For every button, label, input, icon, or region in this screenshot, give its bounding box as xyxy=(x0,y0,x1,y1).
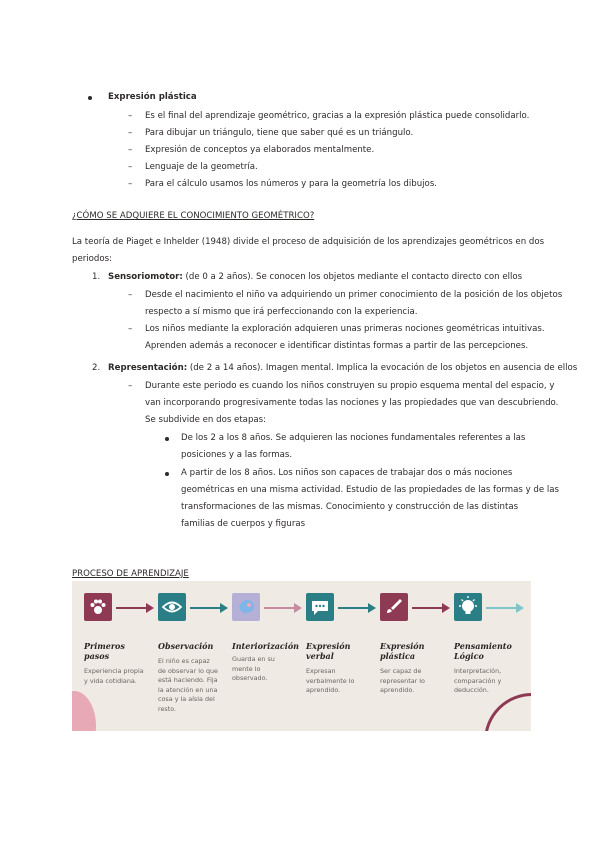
bullet-dot xyxy=(165,472,169,476)
step-description-line: Experiencia propia xyxy=(84,667,144,675)
step-description-line: Ser capaz de xyxy=(380,667,422,675)
paw-icon xyxy=(84,593,112,621)
stage-label: Representación: xyxy=(108,363,188,373)
step-description-line: mente lo xyxy=(232,664,261,673)
stage-line xyxy=(108,271,522,283)
stage-line xyxy=(108,362,577,374)
arrow-head xyxy=(294,603,302,613)
sub-item-line: De los 2 a los 8 años. Se adquieren las nociones fundamentales referentes a las xyxy=(181,433,526,443)
dash: – xyxy=(128,162,133,172)
list-number: 1. xyxy=(92,272,101,282)
dash: – xyxy=(128,290,133,300)
list-item: Es el final del aprendizaje geométrico, gracias a la expresión plástica puede consolidarlo. xyxy=(145,111,530,121)
section-heading: ¿CÓMO SE ADQUIERE EL CONOCIMIENTO GEOMÉTRICO? xyxy=(72,211,315,221)
paragraph-line: La teoría de Piaget e Inhelder (1948) divide el proceso de adquisición de los aprendizajes geométricos en dos xyxy=(72,237,545,247)
list-item-line: Aprenden además a reconocer e identificar distintas formas a partir de las percepciones. xyxy=(145,341,529,351)
step-description xyxy=(158,657,222,714)
step-description-line: Interpretación, xyxy=(454,667,502,675)
section-title: Expresión plástica xyxy=(108,92,197,102)
arrow-head xyxy=(442,603,450,613)
list-item-line: respecto a sí mismo que irá perfeccionando con la experiencia. xyxy=(145,307,418,317)
eye-icon xyxy=(158,593,186,621)
list-number: 2. xyxy=(92,363,101,373)
step-title-line: Expresión xyxy=(306,641,351,651)
arrow xyxy=(412,607,444,609)
step-description-line: deducción. xyxy=(454,686,489,694)
step-title xyxy=(454,641,524,661)
dash: – xyxy=(128,145,133,155)
step-title xyxy=(232,641,312,651)
list-item: Lenguaje de la geometría. xyxy=(145,162,258,172)
list-item-line: Desde el nacimiento el niño va adquiriendo un primer conocimiento de la posición de los objetos xyxy=(145,290,563,300)
sub-item-line: transformaciones de las mismas. Conocimiento y construcción de las distintas xyxy=(181,502,519,512)
arrow xyxy=(338,607,370,609)
step-title-line: Primeros xyxy=(84,641,125,651)
brain-icon xyxy=(232,593,260,621)
list-item: Para el cálculo usamos los números y para la geometría los dibujos. xyxy=(145,179,438,189)
list-item: Para dibujar un triángulo, tiene que saber qué es un triángulo. xyxy=(145,128,414,138)
step-title-line: Pensamiento xyxy=(454,641,512,651)
paragraph-line: periodos: xyxy=(72,254,113,264)
arrow xyxy=(190,607,222,609)
step-description xyxy=(232,655,296,684)
step-description-line: observado. xyxy=(232,674,268,682)
step-title-line: pasos xyxy=(84,651,110,661)
list-item-line: Durante este periodo es cuando los niños construyen su propio esquema mental del espacio, y xyxy=(145,381,555,391)
bullet-dot xyxy=(88,96,92,100)
step-description-line: El niño es capaz xyxy=(158,657,210,665)
list-item: Expresión de conceptos ya elaborados mentalmente. xyxy=(145,145,375,155)
step-description-line: resto. xyxy=(158,704,177,713)
step-description-line: de observar lo que xyxy=(158,666,218,675)
stage-text: (de 0 a 2 años). Se conocen los objetos mediante el contacto directo con ellos xyxy=(182,272,523,282)
step-title-line: Interiorización xyxy=(232,641,299,651)
step-title xyxy=(380,641,450,661)
dash: – xyxy=(128,111,133,121)
arrow xyxy=(116,607,148,609)
arrow-head xyxy=(368,603,376,613)
step-description-line: cosa y la aísla del xyxy=(158,695,215,703)
dash: – xyxy=(128,381,133,391)
step-description-line: verbalmente lo xyxy=(306,676,355,685)
step-description-line: y vida cotidiana. xyxy=(84,676,137,685)
process-diagram xyxy=(72,581,531,731)
stage-label: Sensoriomotor: xyxy=(108,272,183,282)
process-heading: PROCESO DE APRENDIZAJE xyxy=(72,569,189,579)
step-description-line: está haciendo. Fija xyxy=(158,676,218,684)
step-description-line: aprendido. xyxy=(306,686,341,694)
decorative-blob xyxy=(72,691,96,731)
sub-item-line: familias de cuerpos y figuras xyxy=(181,519,306,529)
sub-item-line: posiciones y a las formas. xyxy=(181,450,293,460)
arrow-head xyxy=(516,603,524,613)
step-description-line: aprendido. xyxy=(380,686,415,694)
arrow xyxy=(264,607,296,609)
sub-item-line: A partir de los 8 años. Los niños son capaces de trabajar dos o más nociones xyxy=(181,468,513,478)
list-item-line: Se subdivide en dos etapas: xyxy=(145,415,267,425)
step-description xyxy=(306,667,370,696)
step-title-line: Expresión xyxy=(380,641,425,651)
step-title-line: Observación xyxy=(158,641,214,651)
bullet-dot xyxy=(165,437,169,441)
dash: – xyxy=(128,324,133,334)
arrow-head xyxy=(146,603,154,613)
step-description xyxy=(454,667,518,696)
step-description-line: Expresan xyxy=(306,667,336,675)
sub-item-line: geométricas en una misma actividad. Estudio de las propiedades de las formas y de las xyxy=(181,485,559,495)
step-title-line: plástica xyxy=(380,651,416,661)
speech-bubble-icon xyxy=(306,593,334,621)
paint-brush-icon xyxy=(380,593,408,621)
lightbulb-icon xyxy=(454,593,482,621)
step-description-line: Guarda en su xyxy=(232,655,275,663)
list-item-line: Los niños mediante la exploración adquieren unas primeras nociones geométricas intuitivas. xyxy=(145,324,545,334)
stage-text: (de 2 a 14 años). Imagen mental. Implica la evocación de los objetos en ausencia de ellos xyxy=(187,363,578,373)
step-description-line: representar lo xyxy=(380,676,425,685)
step-title xyxy=(306,641,376,661)
step-description-line: la atención en una xyxy=(158,685,218,694)
arrow-head xyxy=(220,603,228,613)
step-description xyxy=(84,667,148,686)
dash: – xyxy=(128,179,133,189)
decorative-ring xyxy=(484,693,531,731)
step-title xyxy=(158,641,228,651)
step-description-line: comparación y xyxy=(454,676,502,685)
step-title-line: verbal xyxy=(306,651,334,661)
arrow xyxy=(486,607,518,609)
step-description xyxy=(380,667,444,696)
step-title xyxy=(84,641,154,661)
dash: – xyxy=(128,128,133,138)
list-item-line: van incorporando progresivamente todas las nociones y las propiedades que van descubriendo. xyxy=(145,398,559,408)
step-title-line: Lógico xyxy=(454,651,484,661)
